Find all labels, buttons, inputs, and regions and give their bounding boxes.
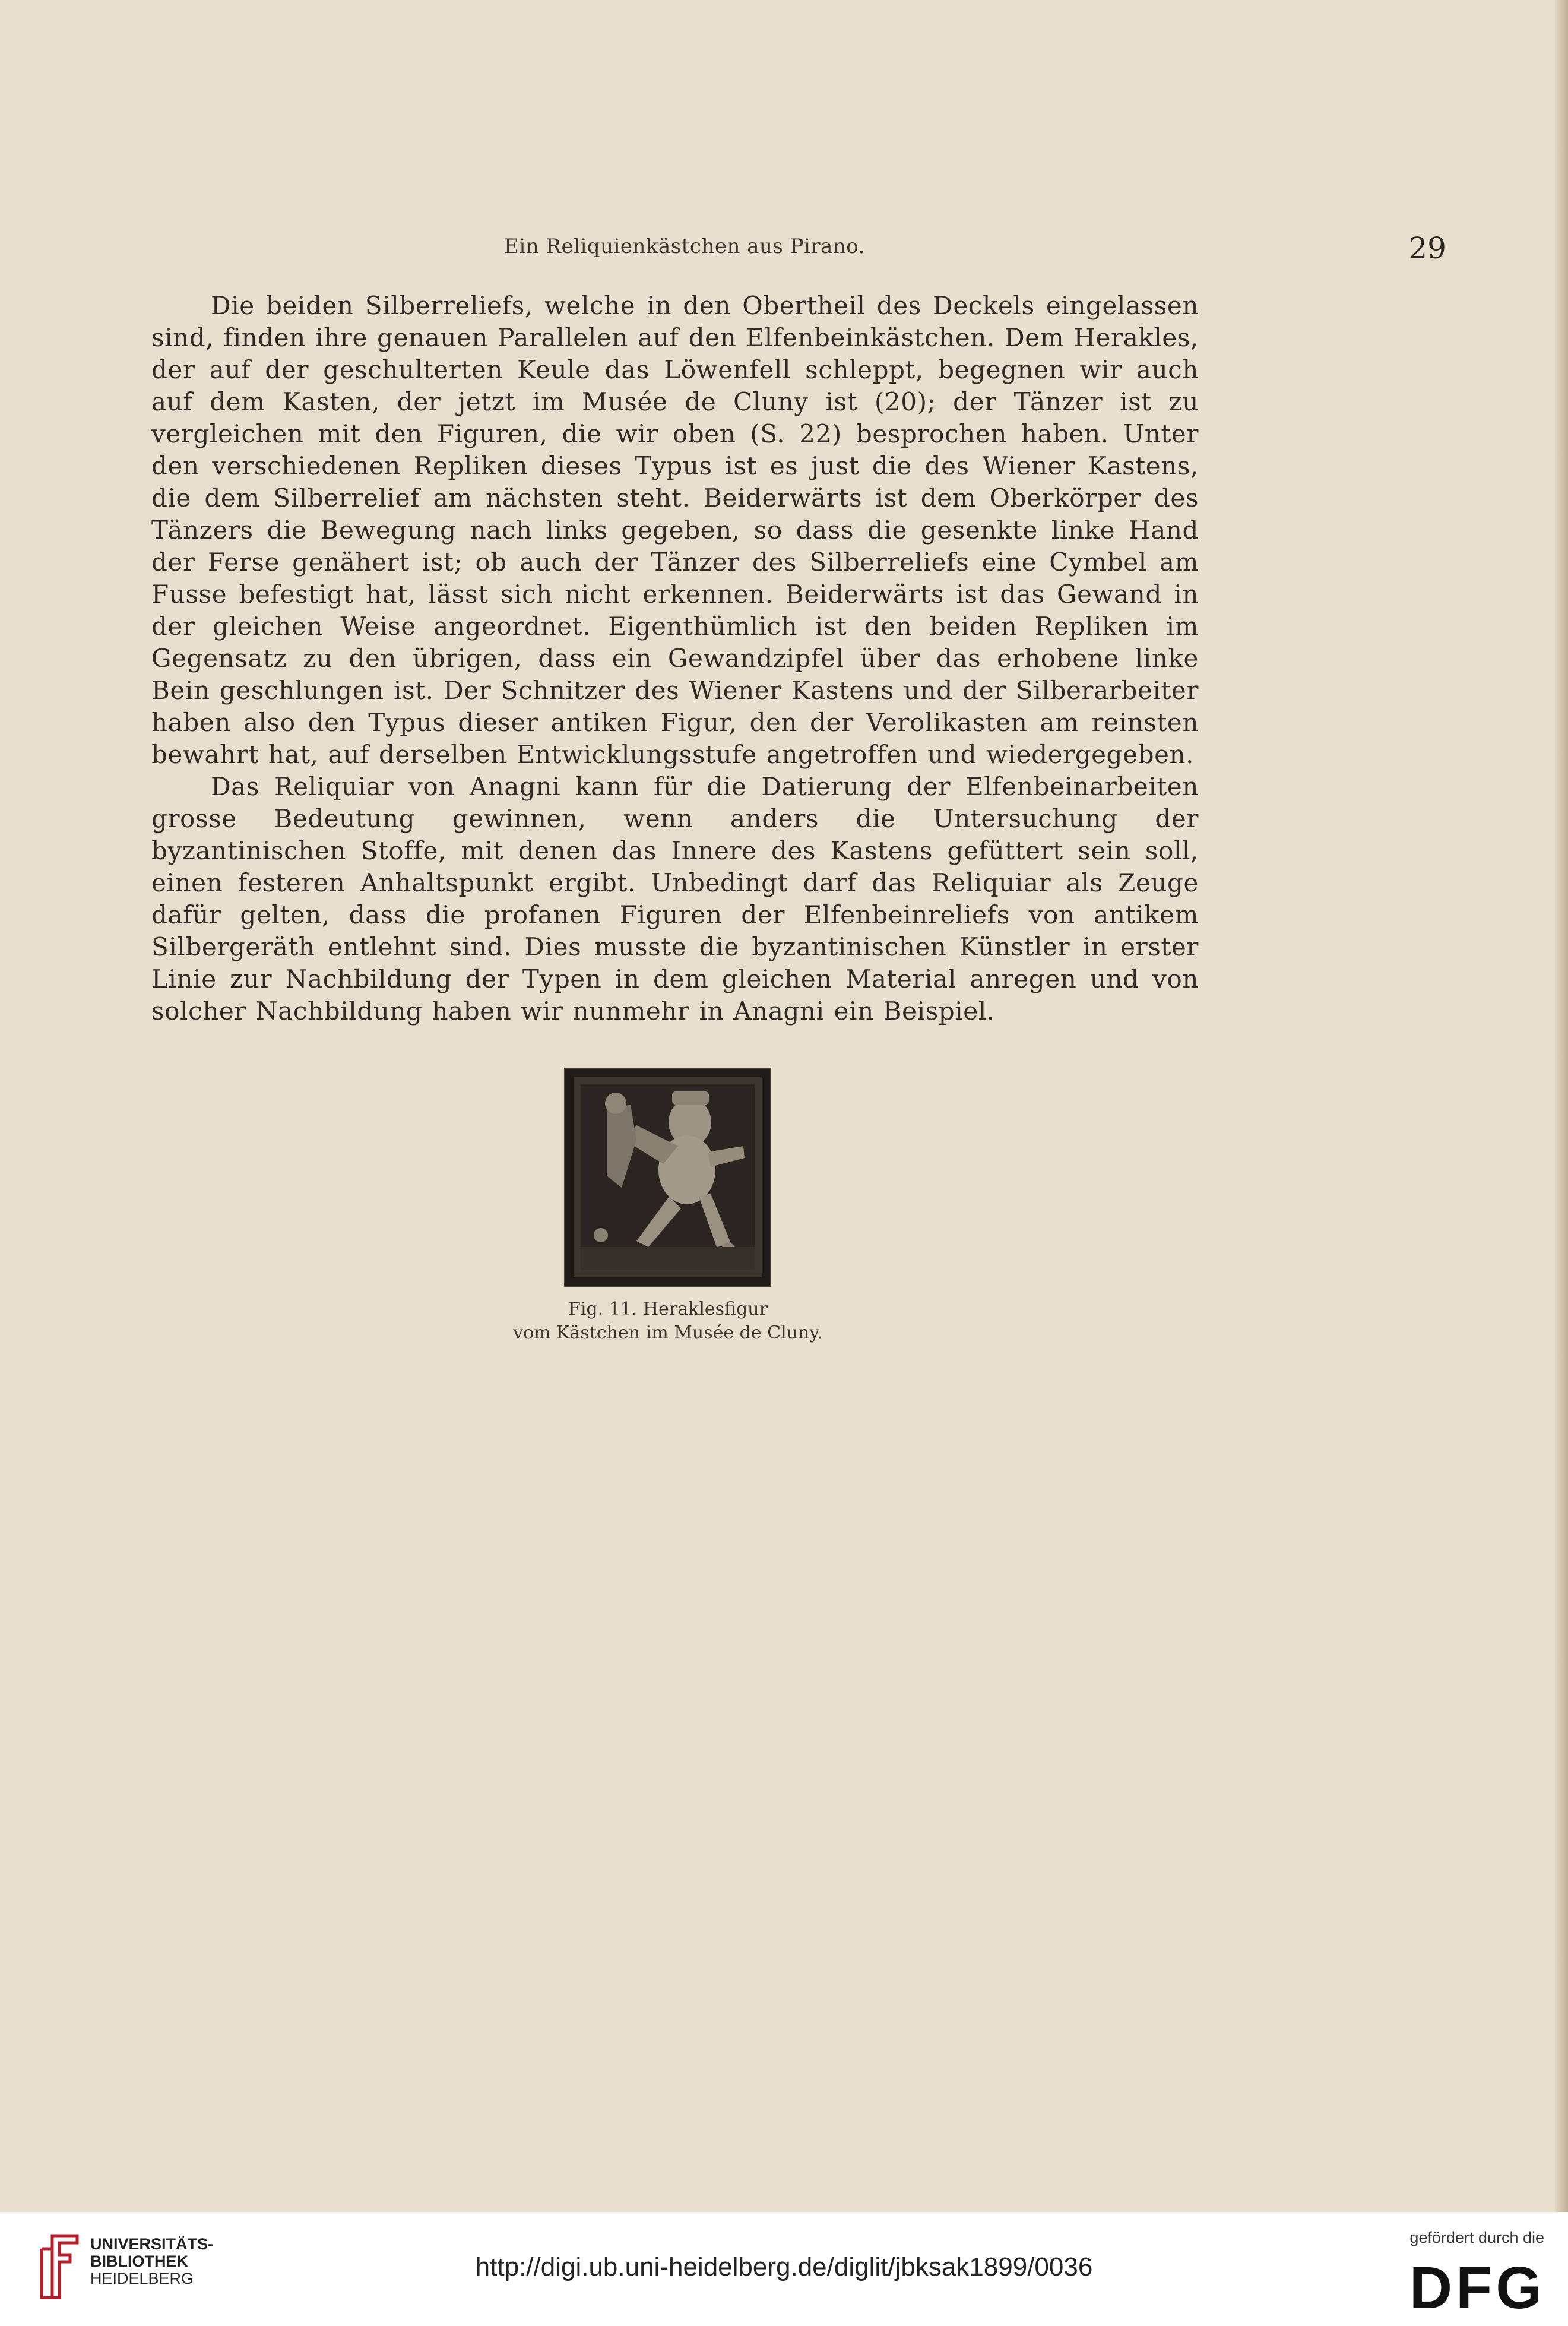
dfg-logo: DFG bbox=[1409, 2255, 1545, 2321]
paragraph-1: Die beiden Silberreliefs, welche in den Obertheil des Deckels eingelassen sind, finden ihre genauen Parallelen auf den Elfenbeinkästchen. Dem Herakles, der auf der geschulterten Keule das Löwenfell schleppt, begegnen wir auch auf dem Kasten, der jetzt im Musée de Cluny ist (20); der Tänzer ist zu vergleichen mit den Figuren, die wir oben (S. 22) besprochen haben. Unter den verschiedenen Repliken dieses Typus ist es just die des Wiener Kastens, die dem Silberrelief am nächsten steht. Beiderwärts ist dem Oberkörper des Tänzers die Bewegung nach links gegeben, so dass die gesenkte linke Hand der Ferse genähert ist; ob auch der Tänzer des Silberreliefs eine Cymbel am Fusse befestigt hat, lässt sich nicht erkennen. Beiderwärts ist das Gewand in der gleichen Weise angeordnet. Eigenthümlich ist den beiden Repliken im Gegensatz zu den übrigen, dass ein Gewandzipfel über das erhobene linke Bein geschlungen ist. Der Schnitzer des Wiener Kastens und der Silberarbeiter haben also den Typus dieser antiken Figur, den der Verolikasten am reinsten bewahrt hat, auf derselben Entwicklungsstufe angetroffen und wiedergegeben. bbox=[151, 291, 1199, 769]
footer-bar bbox=[0, 2212, 1568, 2326]
heracles-relief-image bbox=[565, 1069, 770, 1286]
funder-label: gefördert durch die bbox=[1409, 2229, 1544, 2246]
page-header bbox=[151, 231, 1446, 270]
body-text bbox=[151, 290, 1199, 1027]
running-head: Ein Reliquienkästchen aus Pirano. bbox=[504, 235, 865, 258]
library-name-line-3: HEIDELBERG bbox=[90, 2270, 194, 2287]
page-edge bbox=[1555, 0, 1568, 2212]
caption-line-1: Fig. 11. Heraklesfigur bbox=[568, 1299, 768, 1319]
paragraph-2: Das Reliquiar von Anagni kann für die Datierung der Elfenbeinarbeiten grosse Bedeutung gewinnen, wenn anders die Untersuchung der byzantinischen Stoffe, mit denen das Innere des Kastens gefüttert sein soll, einen festeren Anhaltspunkt ergibt. Unbedingt darf das Reliquiar als Zeuge dafür gelten, dass die profanen Figuren der Elfenbeinreliefs von antikem Silbergeräth entlehnt sind. Dies musste die byzantinischen Künstler in erster Linie zur Nachbildung der Typen in dem gleichen Material anregen und von solcher Nachbildung haben wir nunmehr in Anagni ein Beispiel. bbox=[151, 772, 1199, 1026]
page-number: 29 bbox=[1408, 231, 1446, 265]
library-name-line-1: UNIVERSITÄTS- bbox=[90, 2235, 214, 2253]
figure-caption bbox=[475, 1298, 861, 1345]
caption-line-2: vom Kästchen im Musée de Cluny. bbox=[513, 1322, 823, 1343]
library-name-line-2: BIBLIOTHEK bbox=[90, 2252, 188, 2270]
figure-heracles-relief bbox=[565, 1069, 770, 1286]
permalink-url[interactable]: http://digi.ub.uni-heidelberg.de/diglit/jbksak1899/0036 bbox=[475, 2252, 1093, 2281]
